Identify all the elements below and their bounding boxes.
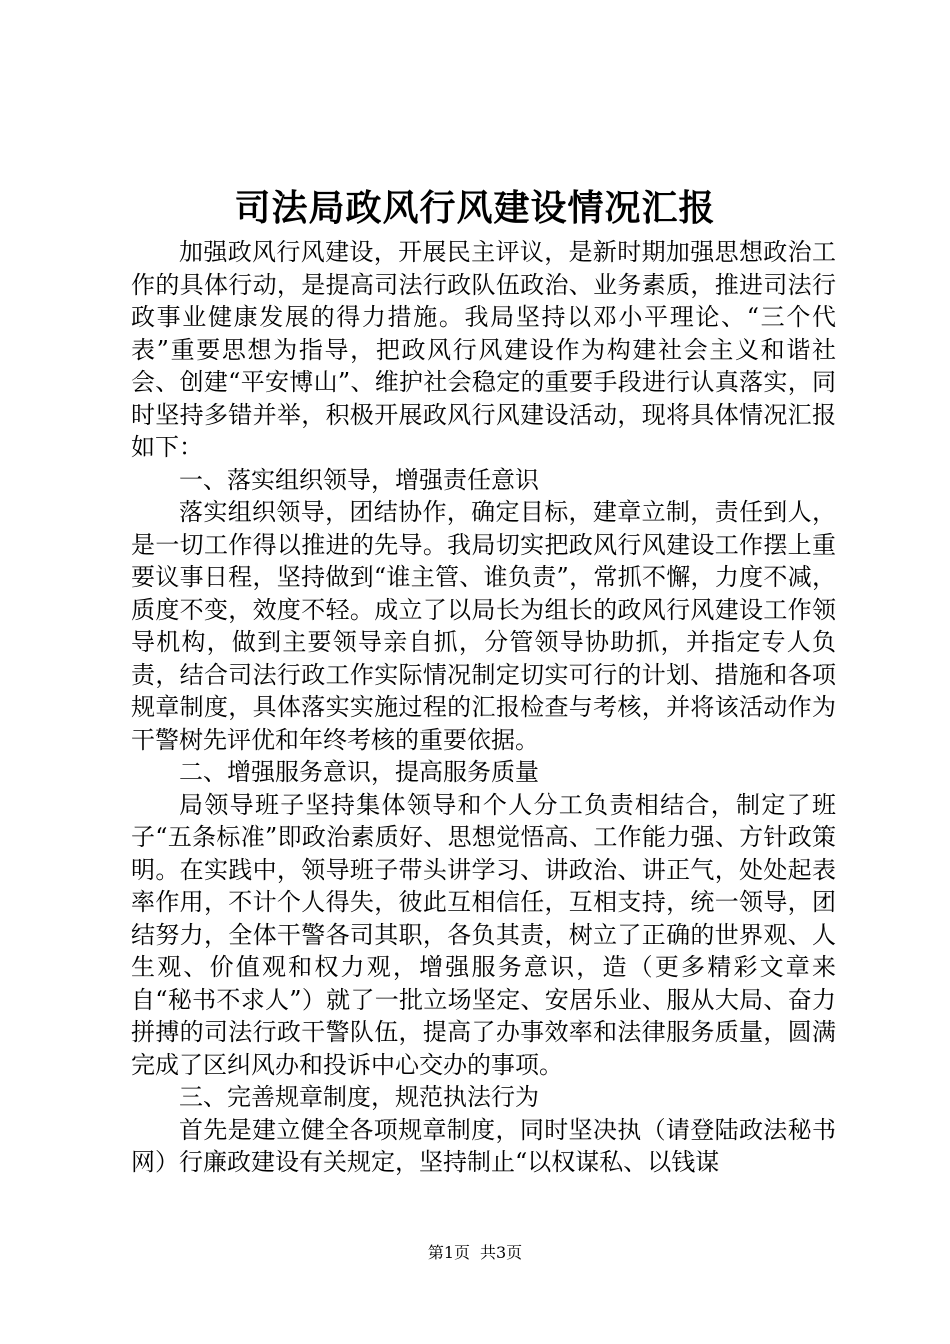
section-heading-3: 三、完善规章制度，规范执法行为 [179,1083,539,1111]
section-heading-2: 二、增强服务意识，提高服务质量 [179,758,539,786]
page-footer [0,1242,950,1264]
intro-paragraph: 加强政风行风建设，开展民主评议，是新时期加强思想政治工作的具体行动，是提高司法行政队伍政治、业务素质，推进司法行政事业健康发展的得力措施。我局坚持以邓小平理论、“三个代表”重要思想为指导，把政风行风建设作为构建社会主义和谐社会、创建“平安博山”、维护社会稳定的重要手段进行认真落实，同时坚持多错并举，积极开展政风行风建设活动，现将具体情况汇报如下： [131,238,836,461]
document-title: 司法局政风行风建设情况汇报 [234,187,716,229]
page-total: 共3页 [480,1243,523,1262]
section-heading-1: 一、落实组织领导，增强责任意识 [179,465,539,494]
section-paragraph-3: 首先是建立健全各项规章制度，同时坚决执（请登陆政法秘书网）行廉政建设有关规定，坚持制止“以权谋私、以钱谋 [131,1115,836,1176]
document-body [131,236,836,1179]
section-paragraph-2: 局领导班子坚持集体领导和个人分工负责相结合，制定了班子“五条标准”即政治素质好、思想觉悟高、工作能力强、方针政策明。在实践中，领导班子带头讲学习、讲政治、讲正气，处处起表率作用，不计个人得失，彼此互相信任，互相支持，统一领导，团结努力，全体干警各司其职，各负其责，树立了正确的世界观、人生观、价值观和权力观，增强服务意识，造（更多精彩文章来自“秘书不求人”）就了一批立场坚定、安居乐业、服从大局、奋力拼搏的司法行政干警队伍，提高了办事效率和法律服务质量，圆满完成了区纠风办和投诉中心交办的事项。 [131,790,836,1079]
page-number: 第1页 [427,1243,470,1262]
section-paragraph-1: 落实组织领导，团结协作，确定目标，建章立制，责任到人，是一切工作得以推进的先导。我局切实把政风行风建设工作摆上重要议事日程，坚持做到“谁主管、谁负责”，常抓不懈，力度不减，质度不变，效度不轻。成立了以局长为组长的政风行风建设工作领导机构，做到主要领导亲自抓，分管领导协助抓，并指定专人负责，结合司法行政工作实际情况制定切实可行的计划、措施和各项规章制度，具体落实实施过程的汇报检查与考核，并将该活动作为干警树先评优和年终考核的重要依据。 [131,498,836,754]
